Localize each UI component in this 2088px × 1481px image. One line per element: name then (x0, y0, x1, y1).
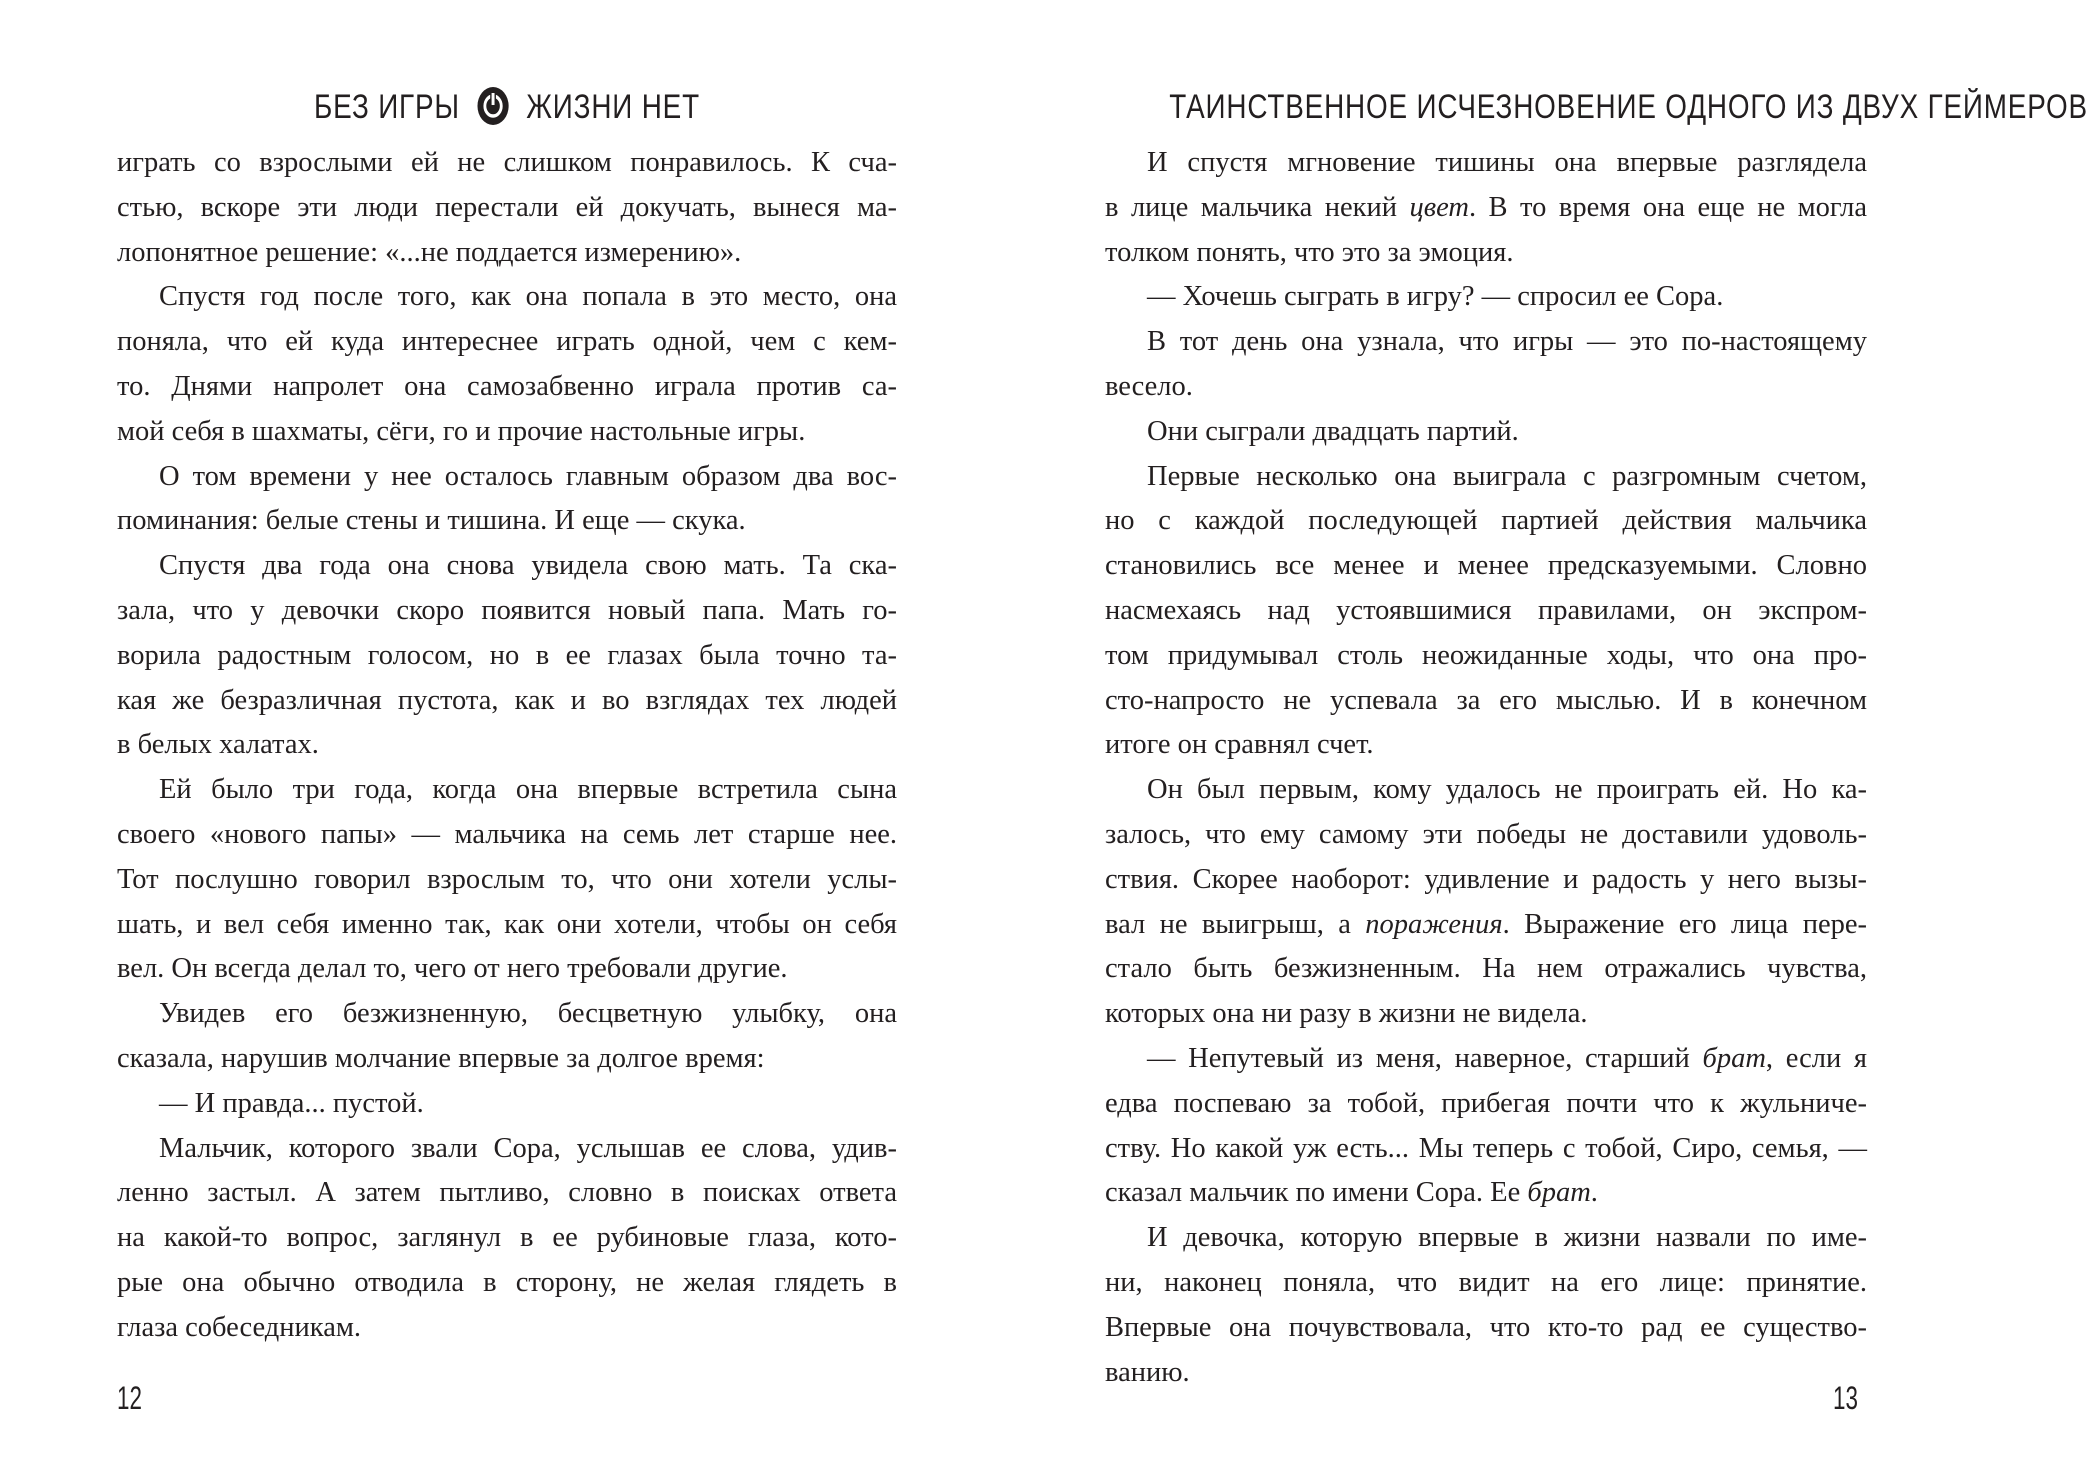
left_page-paragraph (117, 141, 897, 275)
text-line: но с каждой последующей партией действия мальчика (1105, 505, 1867, 537)
left-page-body (117, 141, 897, 1351)
text-line: поняла, что ей куда интереснее играть одной, чем с кем- (117, 326, 897, 358)
right_page-paragraph (1105, 768, 1867, 1037)
right-page-body (1105, 141, 1867, 1395)
running-head-right: ТАИНСТВЕННОЕ ИСЧЕЗНОВЕНИЕ ОДНОГО ИЗ ДВУХ ГЕЙМЕРОВ (1169, 88, 2088, 126)
text-line: Тот послушно говорил взрослым то, что они хотели услы- (117, 863, 897, 895)
text-line: глаза собеседникам. (117, 1311, 362, 1343)
text-line: ни, наконец поняла, что видит на его лице: принятие. (1105, 1266, 1867, 1298)
text-line: то. Днями напролет она самозабвенно играла против са- (117, 370, 897, 402)
text-line: Они сыграли двадцать партий. (1147, 415, 1519, 447)
power-icon (477, 86, 510, 126)
text-line: залось, что ему самому эти победы не доставили удоволь- (1105, 818, 1867, 850)
text-line: в белых халатах. (117, 729, 319, 761)
text-line: своего «нового папы» — мальчика на семь лет старше нее. (117, 818, 897, 850)
text-line: О том времени у нее осталось главным образом два вос- (159, 460, 897, 492)
left-page (0, 0, 992, 1481)
text-line: Увидев его безжизненную, бесцветную улыбку, она (159, 998, 897, 1030)
left_page-paragraph (117, 544, 897, 768)
book-title-part2: ЖИЗНИ НЕТ (526, 88, 700, 126)
text-line: становились все менее и менее предсказуемыми. Словно (1105, 550, 1867, 582)
text-line: мой себя в шахматы, сёги, го и прочие настольные игры. (117, 415, 806, 447)
text-line: — И правда... пустой. (159, 1087, 424, 1119)
page-number-right: 13 (1833, 1380, 1858, 1416)
text-line: насмехаясь над устоявшимися правилами, он экспром- (1105, 594, 1867, 626)
text-line: зала, что у девочки скоро появится новый папа. Мать го- (117, 594, 897, 626)
text-line: поминания: белые стены и тишина. И еще — скука. (117, 505, 746, 537)
right-page (993, 0, 2088, 1481)
text-line: стью, вскоре эти люди перестали ей докучать, вынеся ма- (117, 191, 897, 223)
text-line: на какой-то вопрос, заглянул в ее рубиновые глаза, кото- (117, 1222, 897, 1254)
right_page-paragraph (1105, 1037, 1867, 1216)
text-line: Первые несколько она выиграла с разгромным счетом, (1147, 460, 1867, 492)
text-line: итоге он сравнял счет. (1105, 729, 1374, 761)
text-line: толком понять, что это за эмоция. (1105, 236, 1514, 268)
running-head-left (187, 85, 827, 129)
text-line: И спустя мгновение тишины она впервые разглядела (1147, 147, 1867, 178)
right_page-paragraph (1105, 141, 1867, 275)
text-line: весело. (1105, 370, 1193, 402)
text-line: ворила радостным голосом, но в ее глазах была точно та- (117, 639, 897, 671)
right_page-paragraph (1105, 1216, 1867, 1395)
text-line: едва поспеваю за тобой, прибегая почти что к жульниче- (1105, 1087, 1867, 1119)
text-line: Спустя два года она снова увидела свою мать. Та ска- (159, 550, 897, 582)
text-line: рые она обычно отводила в сторону, не желая глядеть в (117, 1266, 897, 1298)
text-line: ству. Но какой уж есть... Мы теперь с тобой, Сиро, семья, — (1105, 1132, 1867, 1164)
text-line: сказала, нарушив молчание впервые за долгое время: (117, 1042, 765, 1074)
text-line: стало быть безжизненным. На нем отражались чувства, (1105, 953, 1867, 985)
text-line: шать, и вел себя именно так, как они хотели, чтобы он себя (117, 908, 897, 940)
right_page-paragraph (1105, 320, 1867, 410)
text-line: лопонятное решение: «...не поддается измерению». (117, 236, 742, 268)
text-line: вал не выигрыш, а поражения. Выражение его лица пере- (1105, 908, 1867, 940)
text-line: ванию. (1105, 1356, 1190, 1388)
text-line: ленно застыл. А затем пытливо, словно в поисках ответа (117, 1177, 897, 1209)
page-number-left: 12 (117, 1380, 142, 1416)
text-line: том придумывал столь неожиданные ходы, что она про- (1105, 639, 1867, 671)
text-line: которых она ни разу в жизни не видела. (1105, 998, 1588, 1030)
text-line: Ей было три года, когда она впервые встретила сына (159, 774, 897, 806)
left_page-paragraph (117, 992, 897, 1082)
text-line: сказал мальчик по имени Сора. Ее брат. (1105, 1177, 1598, 1209)
text-line: Спустя год после того, как она попала в это место, она (159, 281, 897, 313)
text-line: В тот день она узнала, что игры — это по-настоящему (1147, 326, 1867, 358)
text-line: И девочка, которую впервые в жизни назвали по име- (1147, 1222, 1867, 1254)
text-line: кая же безразличная пустота, как и во взглядах тех людей (117, 684, 897, 716)
right_page-paragraph (1105, 455, 1867, 769)
left_page-paragraph (117, 275, 897, 454)
right_page-paragraph (1105, 410, 1867, 455)
text-line: Мальчик, которого звали Сора, услышав ее слова, удив- (159, 1132, 897, 1164)
text-line: — Хочешь сыграть в игру? — спросил ее Сора. (1147, 281, 1724, 313)
left_page-paragraph (117, 1127, 897, 1351)
left_page-paragraph (117, 768, 897, 992)
text-line: Он был первым, кому удалось не проиграть ей. Но ка- (1147, 774, 1867, 806)
text-line: ствия. Скорее наоборот: удивление и радость у него вызы- (1105, 863, 1867, 895)
left_page-paragraph (117, 455, 897, 545)
book-title-part1: БЕЗ ИГРЫ (314, 88, 460, 126)
left_page-paragraph (117, 1082, 897, 1127)
text-line: в лице мальчика некий цвет. В то время она еще не могла (1105, 191, 1867, 223)
text-line: — Непутевый из меня, наверное, старший брат, если я (1147, 1042, 1867, 1074)
text-line: Впервые она почувствовала, что кто-то рад ее существо- (1105, 1311, 1867, 1343)
text-line: сто-напросто не успевала за его мыслью. И в конечном (1105, 684, 1867, 716)
right_page-paragraph (1105, 275, 1867, 320)
text-line: играть со взрослыми ей не слишком понравилось. К сча- (117, 147, 897, 178)
text-line: вел. Он всегда делал то, чего от него требовали другие. (117, 953, 788, 985)
